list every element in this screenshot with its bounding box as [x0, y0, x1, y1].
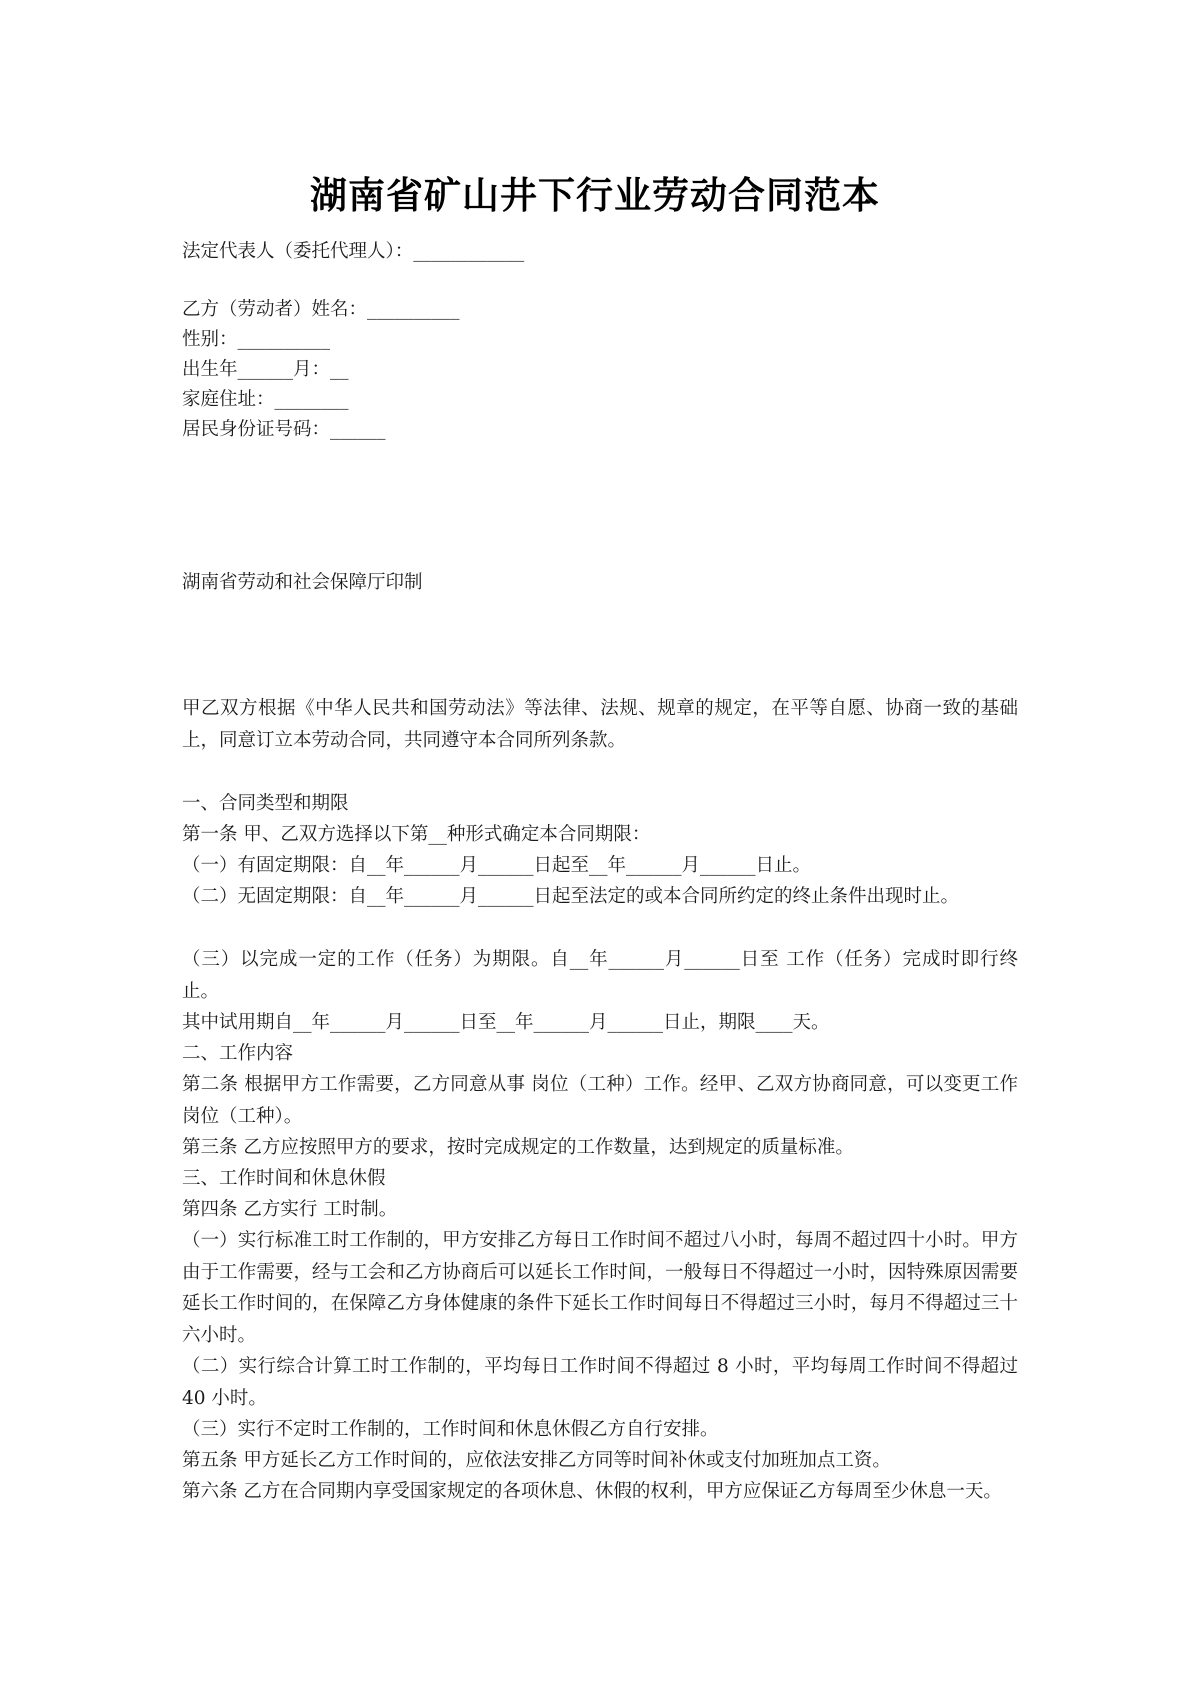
clause-4-option-1: （一）实行标准工时工作制的，甲方安排乙方每日工作时间不超过八小时，每周不超过四十小时。甲方由于工作需要，经与工会和乙方协商后可以延长工作时间，一般每日不得超过一小时，因特殊原因需要延长工作时间的，在保障乙方身体健康的条件下延长工作时间每日不得超过三小时，每月不得超过三十六小时。	[182, 1230, 1018, 1346]
legal-rep-field: 法定代表人（委托代理人）：____________	[182, 241, 525, 262]
clause-2: 第二条 根据甲方工作需要，乙方同意从事 岗位（工种）工作。经甲、乙双方协商同意，可以变更工作岗位（工种）。	[182, 1074, 1018, 1127]
clause-5: 第五条 甲方延长乙方工作时间的，应依法安排乙方同等时间补休或支付加班加点工资。	[182, 1450, 891, 1471]
issuer-text: 湖南省劳动和社会保障厅印制	[182, 572, 423, 593]
probation-clause: 其中试用期自__年______月______日至__年______月______日止，期限____天。	[182, 1012, 830, 1033]
address-field: 家庭住址：________	[182, 389, 349, 410]
id-number-field: 居民身份证号码：______	[182, 419, 386, 440]
clause-1-option-1: （一）有固定期限：自__年______月______日起至__年______月______日止。	[182, 855, 812, 876]
gender-field: 性别：__________	[182, 329, 331, 350]
clause-4-option-2: （二）实行综合计算工时工作制的，平均每日工作时间不得超过 8 小时，平均每周工作时间不得超过 40 小时。	[182, 1356, 1018, 1409]
clause-1: 第一条 甲、乙双方选择以下第__种形式确定本合同期限：	[182, 824, 651, 845]
preamble-paragraph: 甲乙双方根据《中华人民共和国劳动法》等法律、法规、规章的规定，在平等自愿、协商一致的基础上，同意订立本劳动合同，共同遵守本合同所列条款。	[182, 698, 1018, 751]
clause-1-option-3: （三）以完成一定的工作（任务）为期限。自__年______月______日至 工作（任务）完成时即行终止。	[182, 949, 1018, 1002]
section-heading-1: 一、合同类型和期限	[182, 793, 349, 814]
clause-4: 第四条 乙方实行 工时制。	[182, 1199, 398, 1220]
party-b-name-field: 乙方（劳动者）姓名：__________	[182, 299, 460, 320]
clause-4-option-3: （三）实行不定时工作制的，工作时间和休息休假乙方自行安排。	[182, 1419, 719, 1440]
clause-3: 第三条 乙方应按照甲方的要求，按时完成规定的工作数量，达到规定的质量标准。	[182, 1137, 854, 1158]
section-heading-3: 三、工作时间和休息休假	[182, 1168, 386, 1189]
document-title: 湖南省矿山井下行业劳动合同范本	[310, 174, 880, 217]
clause-6: 第六条 乙方在合同期内享受国家规定的各项休息、休假的权利，甲方应保证乙方每周至少休息一天。	[182, 1481, 1002, 1502]
clause-1-option-2: （二）无固定期限：自__年______月______日起至法定的或本合同所约定的终止条件出现时止。	[182, 886, 960, 907]
birth-field: 出生年______月：__	[182, 359, 349, 380]
section-heading-2: 二、工作内容	[182, 1043, 294, 1064]
